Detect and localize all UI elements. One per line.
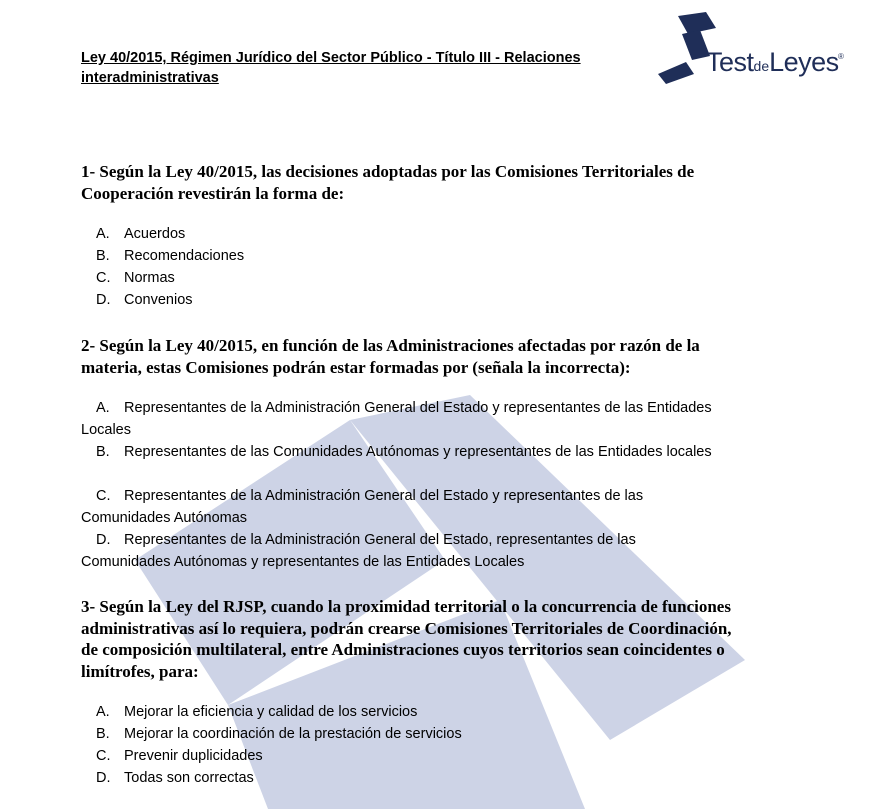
logo-part-de: de	[753, 58, 770, 74]
question-2-option-d[interactable]: D. Representantes de la Administración General del Estado, representantes de las Comunidades Autónomas y representantes de las Entidades Locales	[81, 532, 636, 570]
question-1-option-d[interactable]: D. Convenios	[96, 292, 193, 308]
question-1-option-b[interactable]: B. Recomendaciones	[96, 248, 245, 264]
logo-part-test: Test	[706, 47, 754, 77]
question-3-option-a[interactable]: A. Mejorar la eficiencia y calidad de los servicios	[96, 704, 418, 720]
question-2: 2- Según la Ley 40/2015, en función de las Administraciones afectadas por razón de la materia, estas Comisiones podrán estar formadas por (señala la incorrecta):	[81, 336, 700, 377]
question-1-option-a[interactable]: A. Acuerdos	[96, 226, 186, 242]
testdeleyes-logo	[656, 12, 856, 84]
question-3: 3- Según la Ley del RJSP, cuando la proximidad territorial o la concurrencia de funciones administrativas así lo requiera, podrán crearse Comisiones Territoriales de Coordinación, de composición multilateral, entre Administraciones cuyos territorios sean coincidentes o limítrofes, para:	[81, 597, 732, 681]
question-3-option-b[interactable]: B. Mejorar la coordinación de la prestación de servicios	[96, 726, 462, 742]
logo-wordmark	[706, 47, 839, 78]
logo-part-leyes: Leyes	[769, 47, 839, 77]
question-2-option-a[interactable]: A. Representantes de la Administración General del Estado y representantes de las Entidades Locales	[81, 400, 712, 438]
question-3-option-c[interactable]: C. Prevenir duplicidades	[96, 748, 263, 764]
question-2-option-c[interactable]: C. Representantes de la Administración General del Estado y representantes de las Comunidades Autónomas	[81, 488, 644, 526]
registered-mark: ®	[838, 52, 844, 61]
document-title: Ley 40/2015, Régimen Jurídico del Sector Público - Título III - Relaciones interadministrativas	[81, 50, 581, 86]
question-1-option-c[interactable]: C. Normas	[96, 270, 175, 286]
question-1: 1- Según la Ley 40/2015, las decisiones adoptadas por las Comisiones Territoriales de Cooperación revestirán la forma de:	[81, 162, 695, 203]
question-3-option-d[interactable]: D. Todas son correctas	[96, 770, 254, 786]
question-2-option-b[interactable]: B. Representantes de las Comunidades Autónomas y representantes de las Entidades locales	[96, 444, 712, 460]
